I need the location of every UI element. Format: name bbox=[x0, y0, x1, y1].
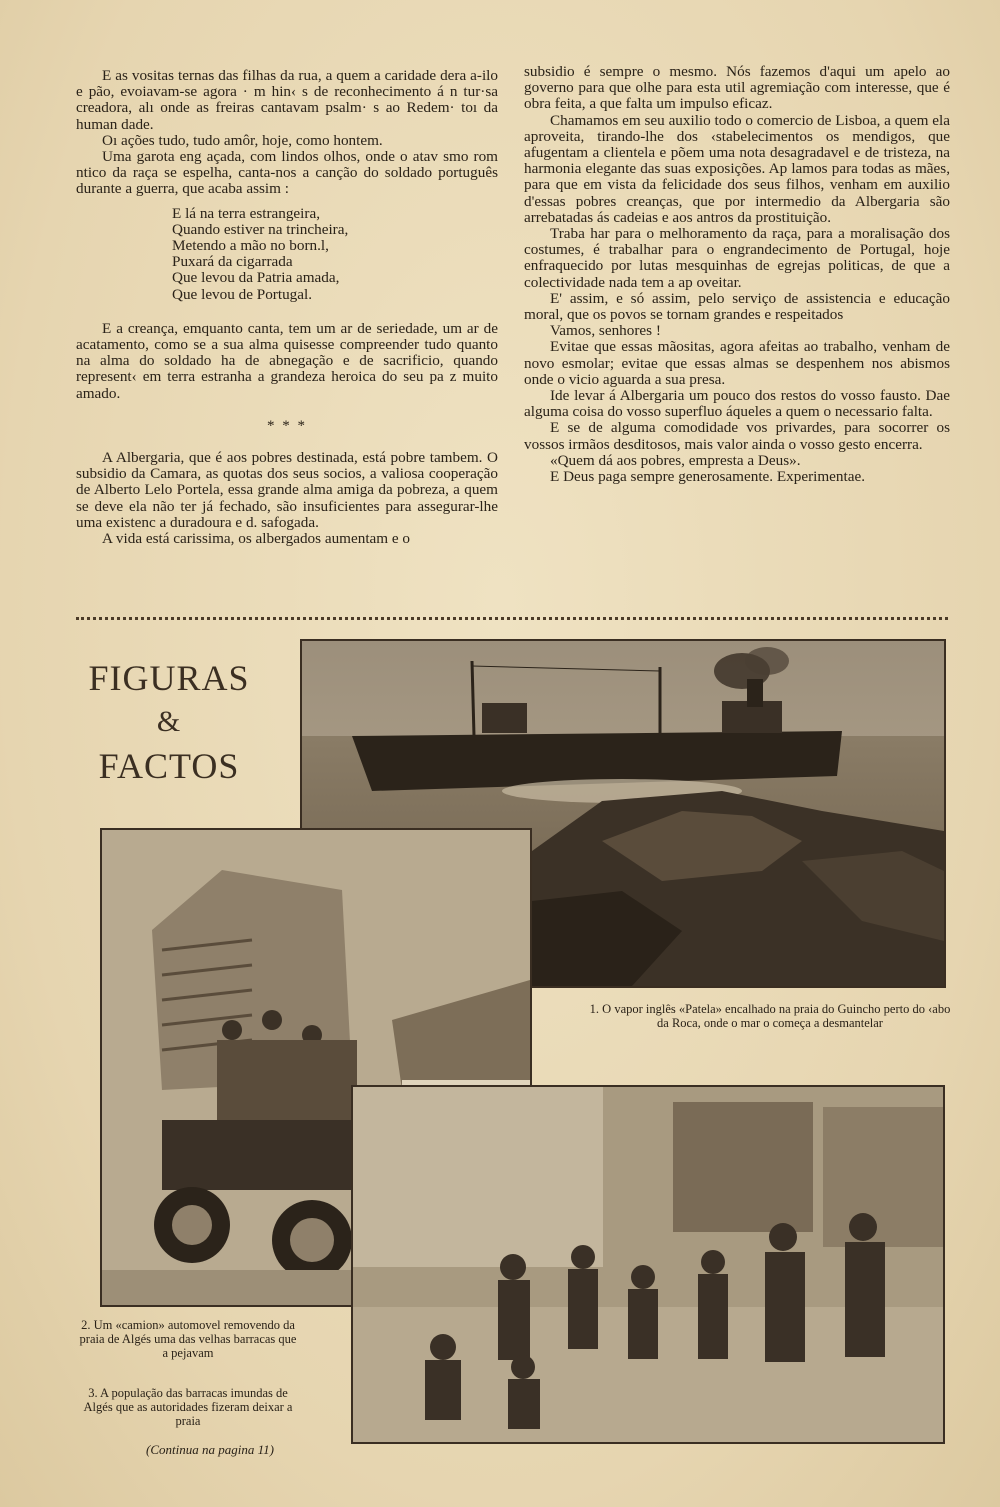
section-heading bbox=[84, 656, 254, 788]
paragraph: A vida está carissima, os albergados aumentam e o bbox=[102, 530, 411, 548]
poem-line: E lá na terra estrangeira, bbox=[172, 204, 320, 222]
paragraph: Uma garota eng açada, com lindos olhos, onde o atav smo rom ntico da raça se espelha, canta-nos a canção do soldado português durante a guerra, que acaba assim : bbox=[76, 148, 498, 198]
paragraph: Ide levar á Albergaria um pouco dos restos do vosso fausto. Dae alguma coisa do vosso superfluo áqueles a quem o necessario falta. bbox=[524, 387, 950, 421]
poem-line: Metendo a mão no born.l, bbox=[172, 237, 329, 255]
heading-ampersand: & bbox=[156, 705, 182, 738]
paragraph: E a creança, emquanto canta, tem um ar de seriedade, um ar de acatamento, como se a sua alma quisesse compreender tudo quanto na alma do soldado ha de abnegação e de sacrificio, quando represent‹ em terra estranha a grandeza heroica do seu pa z muito amado. bbox=[76, 319, 498, 402]
paragraph: E' assim, e só assim, pelo serviço de assistencia e educação moral, que os povos se tornam grandes e respeitados bbox=[524, 289, 950, 324]
continued-note: (Continua na pagina 11) bbox=[146, 1442, 274, 1457]
paragraph: E as vositas ternas das filhas da rua, a quem a caridade dera a-ilo e pão, evoiavam-se agora · m hin‹ s de reconhecimento á n tur·sa creadora, alı onde as freiras cantavam psalm· s ao Redem· toı da human dade. bbox=[76, 67, 498, 133]
paragraph: Vamos, senhores ! bbox=[550, 322, 661, 340]
poem-line: Quando estiver na trincheira, bbox=[172, 220, 349, 238]
poem-line: Que levou da Patria amada, bbox=[172, 269, 340, 287]
photo-caption-1: 1. O vapor inglês «Patela» encalhado na praia do Guincho perto do ‹abo da Roca, onde o mar o começa a desmantelar bbox=[589, 1002, 951, 1030]
heading-line: FIGURAS bbox=[88, 658, 250, 698]
paragraph: subsidio é sempre o mesmo. Nós fazemos d'aqui um apelo ao governo para que olhe para esta util agremiação com interesse, que é obra feita, a que falta um impulso eficaz. bbox=[524, 63, 950, 113]
paragraph: E Deus paga sempre generosamente. Experimentae. bbox=[550, 468, 866, 486]
section-separator: * * * bbox=[267, 417, 307, 434]
poem-line: Que levou de Portugal. bbox=[172, 285, 313, 303]
paragraph: Chamamos em seu auxilio todo o comercio de Lisboa, a quem ela aproveita, tirando-lhe dos ‹stabelecimentos os mendigos, que afugentam a clientela e põem uma nota desagradavel e de tristeza, na harmonia elegante das suas exposições. Ap lamos para todas as mães, para que em vista da felicidade dos seus filhos, venham em auxilio d'essas pobres creanças, que por intermedio da Albergaria são arrebatadas ás cadeias e aos antros da prostituição. bbox=[524, 111, 950, 226]
article-left-column bbox=[76, 68, 498, 547]
paragraph: Evitae que essas mãositas, agora afeitas ao trabalho, venham de novo esmolar; evitae que essas almas se despenhem nos abismos onde o vicio aguarda a sua presa. bbox=[524, 338, 950, 388]
paragraph: Traba har para o melhoramento da raça, para a moralisação dos costumes, é trabalhar para o engrandecimento de Portugal, hoje enfraquecido por lutas mesquinhas de egrejas politicas, de que a colectividade nada tem a ap oveitar. bbox=[524, 225, 950, 291]
heading-line: FACTOS bbox=[98, 746, 240, 786]
article-right-column bbox=[524, 64, 950, 485]
dotted-divider bbox=[76, 617, 948, 620]
photo-algés-population bbox=[351, 1085, 945, 1444]
photo-caption-2: 2. Um «camion» automovel removendo da praia de Algés uma das velhas barracas que a pejavam bbox=[79, 1318, 297, 1360]
poem bbox=[172, 206, 498, 303]
paragraph: «Quem dá aos pobres, empresta a Deus». bbox=[550, 451, 801, 469]
paragraph: Oı ações tudo, tudo amôr, hoje, como hontem. bbox=[102, 131, 383, 149]
photo-caption-3: 3. A população das barracas imundas de Algés que as autoridades fizeram deixar a praia bbox=[83, 1386, 293, 1428]
poem-line: Puxará da cigarrada bbox=[172, 253, 293, 271]
paragraph: A Albergaria, que é aos pobres destinada, está pobre tambem. O subsidio da Camara, as quotas dos seus socios, a valiosa cooperação de Alberto Lelo Portela, essa grande alma amiga da pobreza, a quem se deve ela não ter já fechado, são insuficientes para assegurar-lhe uma existenc a duradoura e d. safogada. bbox=[76, 449, 498, 531]
paragraph: E se de alguma comodidade vos privardes, para socorrer os vossos irmãos desditosos, mais valor ainda o vosso gesto encerra. bbox=[524, 419, 950, 453]
